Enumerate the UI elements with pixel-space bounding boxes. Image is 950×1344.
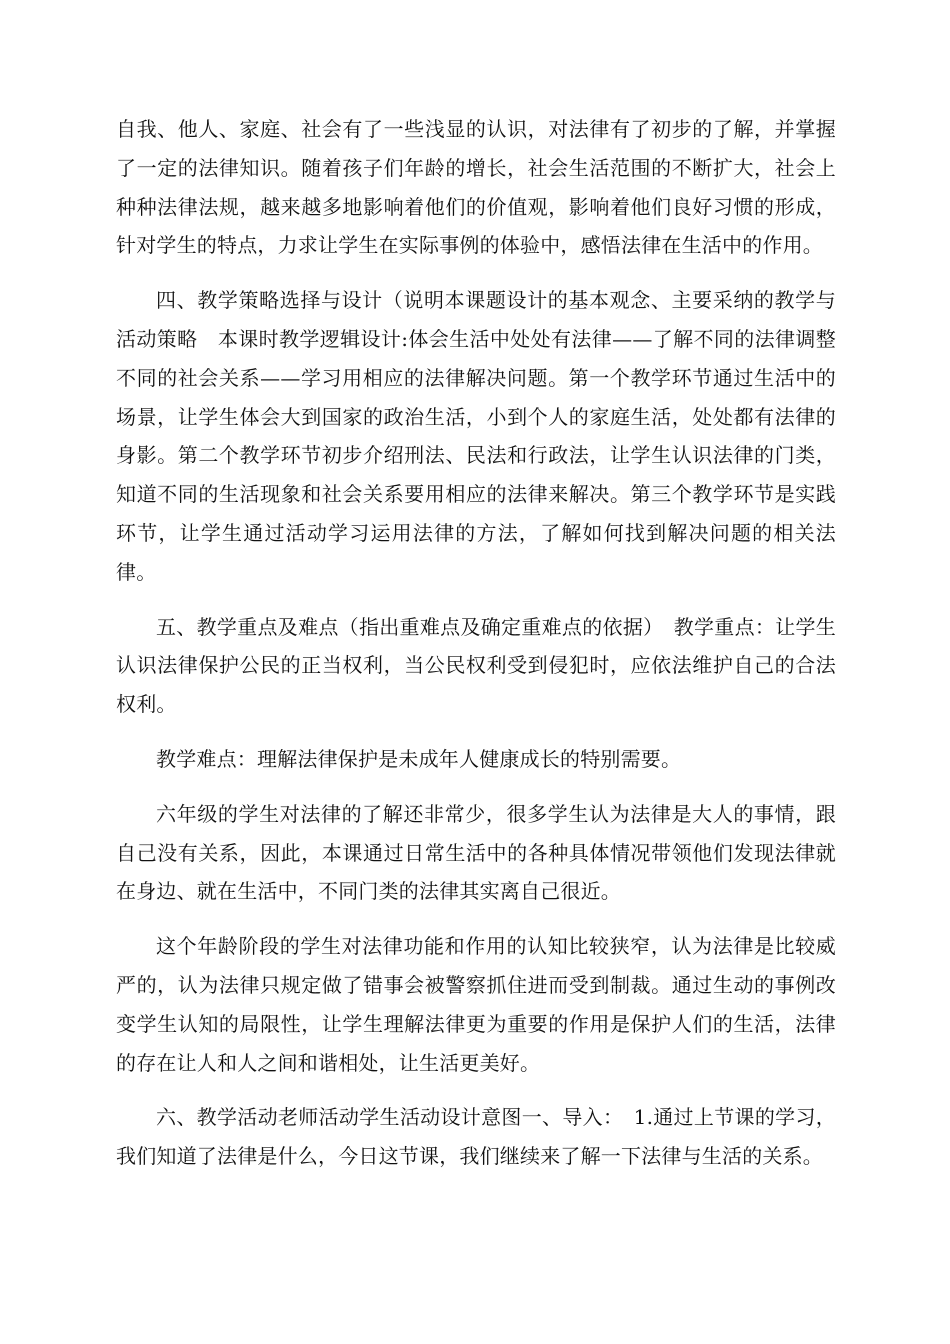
paragraph-key-points: 五、教学重点及难点（指出重难点及确定重难点的依据） 教学重点：让学生认识法律保护公民的正当权利，当公民权利受到侵犯时，应依法维护自己的合法权利。 (116, 614, 836, 717)
paragraph-teaching-strategy: 四、教学策略选择与设计（说明本课题设计的基本观念、主要采纳的教学与活动策略 本课时教学逻辑设计:体会生活中处处有法律——了解不同的法律调整不同的社会关系——学习用相应的法律解决问题。第一个教学环节通过生活中的场景，让学生体会大到国家的政治生活，小到个人的家庭生活，处处都有法律的身影。第二个教学环节初步介绍刑法、民法和行政法，让学生认识法律的门类，知道不同的生活现象和社会关系要用相应的法律来解决。第三个教学环节是实践环节，让学生通过活动学习运用法律的方法，了解如何找到解决问题的相关法律。 (116, 288, 836, 584)
paragraph-difficulty: 教学难点：理解法律保护是未成年人健康成长的特别需要。 (156, 746, 682, 771)
paragraph-continuation: 自我、他人、家庭、社会有了一些浅显的认识，对法律有了初步的了解，并掌握了一定的法律知识。随着孩子们年龄的增长，社会生活范围的不断扩大，社会上种种法律法规，越来越多地影响着他们的价值观，影响着他们良好习惯的形成，针对学生的特点，力求让学生在实际事例的体验中，感悟法律在生活中的作用。 (116, 117, 836, 258)
paragraph-age-stage: 这个年龄阶段的学生对法律功能和作用的认知比较狭窄，认为法律是比较威严的，认为法律只规定做了错事会被警察抓住进而受到制裁。通过生动的事例改变学生认知的局限性，让学生理解法律更为重要的作用是保护人们的生活，法律的存在让人和人之间和谐相处，让生活更美好。 (116, 934, 836, 1075)
paragraph-grade-six-students: 六年级的学生对法律的了解还非常少，很多学生认为法律是大人的事情，跟自己没有关系，因此，本课通过日常生活中的各种具体情况带领他们发现法律就在身边、就在生活中，不同门类的法律其实离自己很近。 (116, 801, 836, 904)
paragraph-teaching-activities: 六、教学活动老师活动学生活动设计意图一、导入： 1.通过上节课的学习，我们知道了法律是什么，今日这节课，我们继续来了解一下法律与生活的关系。 (116, 1105, 836, 1169)
document-body (116, 110, 836, 1192)
